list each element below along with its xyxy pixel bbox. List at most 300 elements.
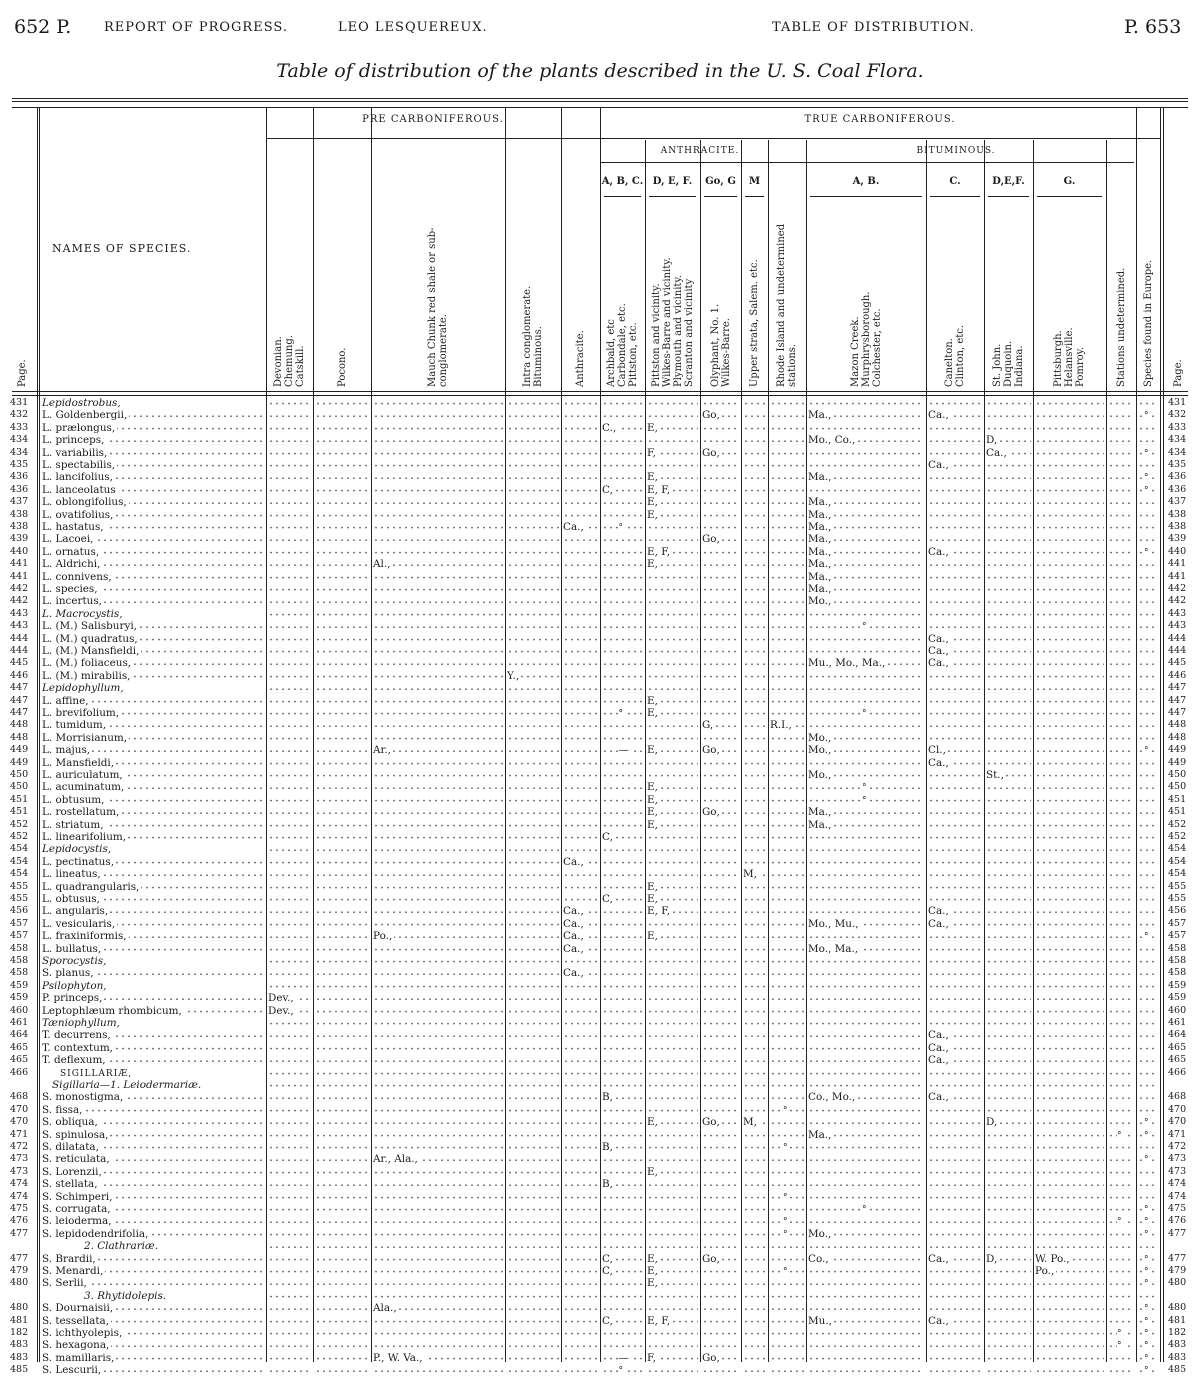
locality-entry: Co., bbox=[808, 1252, 829, 1265]
distribution-cell bbox=[702, 1079, 739, 1091]
distribution-cell bbox=[563, 893, 598, 905]
distribution-cell bbox=[1035, 533, 1104, 545]
distribution-cell bbox=[702, 1277, 739, 1289]
species-name-text: L. obtusum, bbox=[42, 793, 105, 806]
distribution-cell bbox=[647, 967, 698, 979]
species-name bbox=[42, 409, 262, 421]
species-name bbox=[42, 422, 262, 434]
distribution-cell bbox=[986, 707, 1031, 719]
distribution-cell bbox=[743, 1253, 766, 1265]
distribution-cell bbox=[1108, 521, 1134, 533]
subgroup-heading: D,E,F. bbox=[992, 176, 1025, 187]
distribution-cell bbox=[563, 1079, 598, 1091]
distribution-cell bbox=[986, 1166, 1031, 1178]
page-number-right: 447 bbox=[1168, 707, 1187, 718]
distribution-cell bbox=[1035, 980, 1104, 992]
subgroup-underline bbox=[704, 196, 737, 197]
distribution-cell bbox=[808, 1302, 924, 1314]
distribution-cell bbox=[770, 409, 804, 421]
distribution-cell bbox=[1108, 1364, 1134, 1376]
distribution-cell bbox=[986, 905, 1031, 917]
column-header-text: Archbald, etc Carbondale, etc. Pittston, etc. bbox=[606, 303, 639, 387]
distribution-cell bbox=[602, 409, 643, 421]
distribution-cell bbox=[602, 819, 643, 831]
distribution-cell bbox=[268, 1166, 311, 1178]
distribution-cell bbox=[373, 657, 503, 669]
table-row bbox=[0, 1265, 1200, 1277]
distribution-cell bbox=[770, 1029, 804, 1041]
distribution-cell bbox=[928, 831, 982, 843]
distribution-cell bbox=[1108, 980, 1134, 992]
locality-entry: Ma., bbox=[808, 1128, 832, 1141]
column-header-text: Intra conglomerate. Bituminous. bbox=[522, 285, 544, 387]
distribution-cell bbox=[808, 992, 924, 1004]
column-header-text: Upper strata, Salem. etc. bbox=[749, 259, 760, 387]
distribution-cell bbox=[1138, 670, 1158, 682]
distribution-cell bbox=[986, 558, 1031, 570]
distribution-cell bbox=[808, 422, 924, 434]
distribution-cell bbox=[602, 434, 643, 446]
species-name-text: L. ornatus, bbox=[42, 545, 100, 558]
page-number: 444 bbox=[10, 645, 29, 656]
distribution-cell bbox=[507, 1091, 559, 1103]
page-number: 477 bbox=[10, 1252, 29, 1264]
column-header bbox=[808, 202, 924, 387]
distribution-cell bbox=[507, 1364, 559, 1376]
distribution-cell bbox=[602, 1191, 643, 1203]
locality-entry: Ma., bbox=[808, 533, 832, 546]
distribution-cell bbox=[1108, 1228, 1134, 1240]
distribution-cell bbox=[928, 397, 982, 409]
locality-entry: — bbox=[618, 744, 629, 757]
distribution-cell bbox=[1035, 1054, 1104, 1066]
page-number: 454 bbox=[10, 868, 29, 880]
distribution-cell bbox=[563, 1005, 598, 1017]
distribution-cell bbox=[928, 769, 982, 781]
distribution-cell bbox=[315, 831, 369, 843]
distribution-cell bbox=[928, 1253, 982, 1265]
table-row bbox=[0, 608, 1200, 620]
distribution-cell bbox=[268, 1178, 311, 1190]
distribution-cell bbox=[268, 1042, 311, 1054]
species-name-text: L. connivens, bbox=[42, 570, 112, 583]
distribution-cell bbox=[315, 620, 369, 632]
distribution-cell bbox=[1138, 1005, 1158, 1017]
distribution-cell bbox=[373, 1327, 503, 1339]
table-row bbox=[0, 930, 1200, 942]
occurrence-mark: ° bbox=[783, 1143, 788, 1153]
page-number: 447 bbox=[10, 694, 29, 706]
distribution-cell bbox=[563, 769, 598, 781]
distribution-cell bbox=[373, 447, 503, 459]
page-number: 470 bbox=[10, 1103, 29, 1115]
distribution-cell bbox=[702, 558, 739, 570]
distribution-cell bbox=[1035, 484, 1104, 496]
distribution-cell bbox=[702, 831, 739, 843]
distribution-cell bbox=[1138, 781, 1158, 793]
table-row bbox=[0, 633, 1200, 645]
occurrence-mark: ° bbox=[618, 523, 623, 533]
distribution-cell bbox=[928, 732, 982, 744]
distribution-cell bbox=[986, 1129, 1031, 1141]
species-name-text: T. deflexum, bbox=[42, 1054, 106, 1067]
occurrence-mark: ° bbox=[1144, 1229, 1149, 1240]
distribution-cell bbox=[702, 471, 739, 483]
distribution-cell bbox=[315, 893, 369, 905]
distribution-cell bbox=[563, 1104, 598, 1116]
distribution-cell bbox=[702, 732, 739, 744]
distribution-cell bbox=[1035, 434, 1104, 446]
species-name bbox=[42, 1265, 262, 1277]
locality-entry: Ca., bbox=[928, 657, 949, 670]
distribution-cell bbox=[986, 633, 1031, 645]
distribution-cell bbox=[507, 1253, 559, 1265]
distribution-cell bbox=[647, 1153, 698, 1165]
distribution-cell bbox=[602, 868, 643, 880]
distribution-cell bbox=[986, 930, 1031, 942]
distribution-cell bbox=[1035, 1091, 1104, 1103]
distribution-cell bbox=[563, 967, 598, 979]
page-number: 459 bbox=[10, 992, 29, 1004]
distribution-cell bbox=[1138, 1153, 1158, 1165]
occurrence-mark: ° bbox=[1144, 746, 1149, 757]
distribution-cell bbox=[602, 707, 643, 719]
distribution-cell bbox=[770, 781, 804, 793]
distribution-cell bbox=[563, 794, 598, 806]
locality-entry: D, bbox=[986, 434, 998, 447]
distribution-cell bbox=[986, 794, 1031, 806]
distribution-cell bbox=[268, 1277, 311, 1289]
distribution-cell bbox=[928, 645, 982, 657]
distribution-cell bbox=[702, 943, 739, 955]
locality-entry: Ca., bbox=[928, 632, 949, 645]
locality-entry: E, bbox=[647, 707, 658, 719]
page-number-right: 470 bbox=[1168, 1116, 1187, 1128]
distribution-cell bbox=[986, 769, 1031, 781]
page-number: 454 bbox=[10, 843, 29, 855]
distribution-cell bbox=[808, 1005, 924, 1017]
occurrence-mark: ° bbox=[1144, 547, 1149, 558]
distribution-cell bbox=[702, 583, 739, 595]
occurrence-mark: ° bbox=[1144, 1366, 1149, 1377]
distribution-cell bbox=[563, 434, 598, 446]
table-row bbox=[0, 893, 1200, 905]
distribution-cell bbox=[373, 571, 503, 583]
distribution-cell bbox=[986, 595, 1031, 607]
distribution-cell bbox=[507, 583, 559, 595]
page-number-right: 433 bbox=[1168, 421, 1187, 433]
distribution-cell bbox=[808, 1215, 924, 1227]
locality-entry: R.I., bbox=[770, 719, 792, 732]
distribution-cell bbox=[1138, 533, 1158, 545]
distribution-cell bbox=[808, 744, 924, 756]
locality-entry: Ca., bbox=[928, 1091, 949, 1104]
distribution-cell bbox=[268, 1352, 311, 1364]
distribution-cell bbox=[563, 1091, 598, 1103]
distribution-cell bbox=[928, 546, 982, 558]
table-row bbox=[0, 484, 1200, 496]
species-name-text: P. princeps, bbox=[42, 992, 103, 1005]
species-name bbox=[42, 1116, 262, 1128]
distribution-cell bbox=[743, 645, 766, 657]
species-name bbox=[42, 1141, 262, 1153]
species-name-text: S. leioderma, bbox=[42, 1215, 112, 1228]
distribution-cell bbox=[808, 471, 924, 483]
distribution-cell bbox=[928, 484, 982, 496]
page-number-right: 458 bbox=[1168, 967, 1187, 979]
distribution-cell bbox=[647, 769, 698, 781]
species-name-text: S. monostigma, bbox=[42, 1091, 124, 1104]
distribution-cell bbox=[602, 831, 643, 843]
occurrence-mark: ° bbox=[1144, 448, 1149, 459]
page-number: 480 bbox=[10, 1302, 29, 1314]
distribution-cell bbox=[647, 558, 698, 570]
distribution-cell bbox=[373, 1091, 503, 1103]
distribution-cell bbox=[928, 571, 982, 583]
distribution-cell bbox=[986, 967, 1031, 979]
page-number-right: 431 bbox=[1168, 397, 1187, 408]
page-number-right: 458 bbox=[1168, 942, 1187, 954]
distribution-cell bbox=[507, 943, 559, 955]
distribution-cell bbox=[928, 980, 982, 992]
distribution-cell bbox=[702, 397, 739, 409]
page-number-right: 449 bbox=[1168, 756, 1187, 768]
species-name-text: Lepidocystis, bbox=[42, 843, 112, 856]
distribution-cell bbox=[770, 509, 804, 521]
distribution-cell bbox=[702, 806, 739, 818]
distribution-cell bbox=[986, 955, 1031, 967]
distribution-cell bbox=[563, 1178, 598, 1190]
distribution-cell bbox=[373, 918, 503, 930]
locality-entry: D, bbox=[986, 1116, 998, 1129]
distribution-cell bbox=[507, 496, 559, 508]
distribution-cell bbox=[315, 1364, 369, 1376]
distribution-cell bbox=[268, 806, 311, 818]
distribution-cell bbox=[315, 943, 369, 955]
distribution-cell bbox=[743, 955, 766, 967]
species-name bbox=[42, 1166, 262, 1178]
distribution-cell bbox=[1138, 868, 1158, 880]
page-number-right: 476 bbox=[1168, 1215, 1187, 1227]
page-number-right: 434 bbox=[1168, 434, 1187, 446]
distribution-cell bbox=[808, 1240, 924, 1252]
distribution-cell bbox=[1138, 806, 1158, 818]
distribution-cell bbox=[315, 1017, 369, 1029]
distribution-cell bbox=[702, 1191, 739, 1203]
distribution-cell bbox=[563, 595, 598, 607]
locality-entry: Ca., bbox=[563, 855, 584, 868]
locality-entry: E, bbox=[647, 893, 658, 905]
page-number-right: 454 bbox=[1168, 843, 1187, 855]
distribution-cell bbox=[507, 533, 559, 545]
page-number-right: 442 bbox=[1168, 595, 1187, 607]
distribution-cell bbox=[770, 719, 804, 731]
species-name-text: S. reticulata, bbox=[42, 1153, 110, 1166]
page-number: 441 bbox=[10, 570, 29, 582]
locality-entry: E, bbox=[647, 1116, 658, 1129]
distribution-cell bbox=[808, 1067, 924, 1079]
distribution-cell bbox=[647, 1253, 698, 1265]
locality-entry: Ca., bbox=[563, 942, 584, 955]
page-number-right: 457 bbox=[1168, 930, 1187, 942]
page-number-right: 468 bbox=[1168, 1091, 1187, 1103]
distribution-cell bbox=[702, 1265, 739, 1277]
table-row bbox=[0, 1178, 1200, 1190]
species-name bbox=[42, 496, 262, 508]
distribution-cell bbox=[808, 1166, 924, 1178]
distribution-cell bbox=[373, 1104, 503, 1116]
table-row bbox=[0, 1315, 1200, 1327]
species-name bbox=[42, 1091, 262, 1103]
distribution-cell bbox=[702, 620, 739, 632]
species-name-text: S. stellata, bbox=[42, 1178, 98, 1191]
distribution-cell bbox=[1138, 521, 1158, 533]
distribution-cell bbox=[770, 1203, 804, 1215]
distribution-cell bbox=[507, 1203, 559, 1215]
distribution-cell bbox=[702, 757, 739, 769]
distribution-cell bbox=[647, 843, 698, 855]
distribution-cell bbox=[647, 1352, 698, 1364]
distribution-cell bbox=[770, 1352, 804, 1364]
distribution-cell bbox=[268, 670, 311, 682]
distribution-cell bbox=[808, 546, 924, 558]
page-column-header-text: Page. bbox=[16, 359, 28, 387]
distribution-cell bbox=[647, 1364, 698, 1376]
locality-entry: Ca., bbox=[928, 545, 949, 558]
distribution-cell bbox=[373, 967, 503, 979]
distribution-cell bbox=[647, 409, 698, 421]
distribution-cell bbox=[702, 1240, 739, 1252]
table-row bbox=[0, 1191, 1200, 1203]
distribution-cell bbox=[770, 1253, 804, 1265]
distribution-cell bbox=[268, 1240, 311, 1252]
locality-entry: E, bbox=[647, 818, 658, 831]
species-name bbox=[42, 1042, 262, 1054]
distribution-cell bbox=[1138, 682, 1158, 694]
distribution-cell bbox=[373, 521, 503, 533]
table-row bbox=[0, 583, 1200, 595]
distribution-cell bbox=[1108, 1067, 1134, 1079]
distribution-cell bbox=[928, 1364, 982, 1376]
column-header-text: Stations undetermined. bbox=[1115, 267, 1127, 387]
distribution-cell bbox=[808, 397, 924, 409]
occurrence-mark: ° bbox=[783, 1217, 788, 1228]
distribution-cell bbox=[743, 893, 766, 905]
distribution-cell bbox=[1138, 918, 1158, 930]
distribution-cell bbox=[1138, 471, 1158, 483]
table-row bbox=[0, 1079, 1200, 1091]
page-number-right: 451 bbox=[1168, 806, 1187, 818]
distribution-cell bbox=[1108, 1129, 1134, 1141]
table-row bbox=[0, 732, 1200, 744]
distribution-cell bbox=[268, 657, 311, 669]
distribution-cell bbox=[602, 1228, 643, 1240]
page-number bbox=[10, 1079, 36, 1091]
column-header-text: Devonian. Chemung. Catskill. bbox=[273, 335, 306, 387]
distribution-cell bbox=[268, 1290, 311, 1302]
table-row bbox=[0, 1067, 1200, 1079]
page-number: 471 bbox=[10, 1128, 29, 1140]
distribution-cell bbox=[507, 955, 559, 967]
distribution-cell bbox=[1035, 1364, 1104, 1376]
distribution-cell bbox=[315, 1191, 369, 1203]
distribution-cell bbox=[602, 620, 643, 632]
locality-entry: Ma., bbox=[808, 496, 832, 509]
occurrence-mark: ° bbox=[1117, 1329, 1122, 1339]
distribution-cell bbox=[928, 856, 982, 868]
locality-entry: C, bbox=[602, 1252, 613, 1265]
distribution-cell bbox=[743, 1265, 766, 1277]
distribution-cell bbox=[1138, 930, 1158, 942]
table-row bbox=[0, 831, 1200, 843]
species-name-text: S. Brardii, bbox=[42, 1252, 96, 1265]
distribution-cell bbox=[315, 1067, 369, 1079]
occurrence-mark: ° bbox=[1144, 1329, 1149, 1339]
column-header bbox=[986, 202, 1031, 387]
distribution-cell bbox=[1108, 1166, 1134, 1178]
distribution-cell bbox=[702, 695, 739, 707]
distribution-cell bbox=[702, 521, 739, 533]
distribution-cell bbox=[743, 571, 766, 583]
page-number-right: 473 bbox=[1168, 1153, 1187, 1165]
distribution-cell bbox=[808, 1042, 924, 1054]
distribution-cell bbox=[602, 1166, 643, 1178]
distribution-cell bbox=[986, 620, 1031, 632]
distribution-cell bbox=[1138, 1290, 1158, 1302]
distribution-cell bbox=[1108, 1017, 1134, 1029]
distribution-cell bbox=[315, 608, 369, 620]
distribution-cell bbox=[315, 1253, 369, 1265]
page-number: 460 bbox=[10, 1004, 29, 1016]
occurrence-mark: ° bbox=[783, 1192, 788, 1203]
page-number-right: 477 bbox=[1168, 1252, 1187, 1264]
species-name bbox=[42, 1178, 262, 1190]
page-number: 468 bbox=[10, 1091, 29, 1103]
page-number: 479 bbox=[10, 1265, 29, 1276]
distribution-cell bbox=[563, 1302, 598, 1314]
distribution-cell bbox=[373, 1067, 503, 1079]
distribution-cell bbox=[268, 831, 311, 843]
distribution-cell bbox=[268, 546, 311, 558]
distribution-cell bbox=[647, 980, 698, 992]
locality-entry: Ma., bbox=[808, 558, 832, 571]
distribution-cell bbox=[770, 1153, 804, 1165]
page-number: 477 bbox=[10, 1227, 29, 1239]
distribution-cell bbox=[743, 1327, 766, 1339]
page-number: 473 bbox=[10, 1153, 29, 1165]
page-number: 457 bbox=[10, 930, 29, 942]
distribution-cell bbox=[315, 1141, 369, 1153]
distribution-cell bbox=[743, 1352, 766, 1364]
distribution-cell bbox=[602, 459, 643, 471]
distribution-cell bbox=[1035, 1228, 1104, 1240]
distribution-cell bbox=[315, 571, 369, 583]
distribution-cell bbox=[808, 459, 924, 471]
table-row bbox=[0, 1215, 1200, 1227]
distribution-cell bbox=[268, 509, 311, 521]
distribution-cell bbox=[602, 496, 643, 508]
distribution-cell bbox=[563, 719, 598, 731]
species-name-text: L. lanceolatus bbox=[42, 483, 116, 496]
distribution-cell bbox=[928, 509, 982, 521]
distribution-cell bbox=[315, 1091, 369, 1103]
page-number: 457 bbox=[10, 917, 29, 929]
distribution-cell bbox=[1108, 583, 1134, 595]
report-heading: REPORT OF PROGRESS. bbox=[104, 20, 288, 35]
distribution-cell bbox=[563, 1315, 598, 1327]
distribution-cell bbox=[1108, 558, 1134, 570]
locality-entry: B, bbox=[602, 1178, 613, 1191]
